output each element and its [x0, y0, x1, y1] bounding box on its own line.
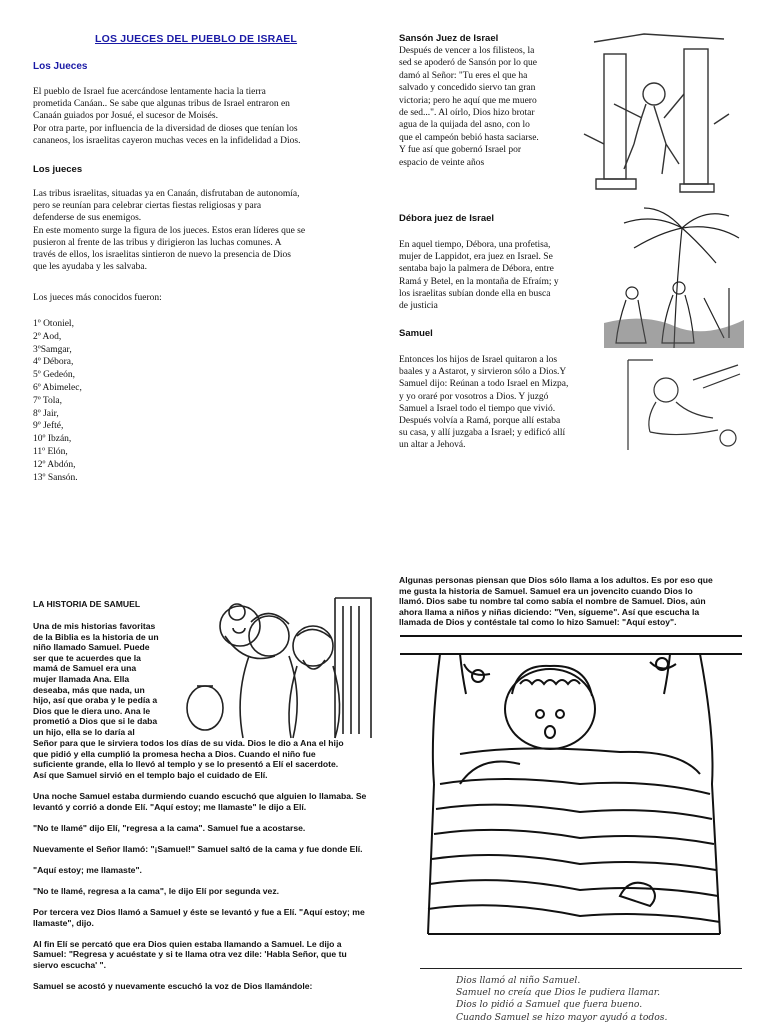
samson-illustration [584, 34, 734, 196]
story-paragraph: Por tercera vez Dios llamó a Samuel y éste se levantó y fue a Elí. "Aquí estoy; me llamaste", dijo. [33, 907, 365, 928]
list-item: 10º Ibzán, [33, 434, 72, 445]
samson-paragraph: Después de vencer a los filisteos, la sed se apoderó de Sansón por lo que damó al Señor: "Tu eres el que ha salvado y concedido siervo tan gran victoria; pero he aquí que me muero de sed...". Al oírlo, Dios hizo brotar agua de la quijada del asno, con lo que el campeón bebió hasta saciarse. Y fue así que gobernó Israel por espacio de veinte años [399, 46, 539, 168]
closing-paragraph: Algunas personas piensan que Dios sólo llama a los adultos. Es por eso que me gusta la historia de Samuel. Samuel era un jovencito cuando Dios lo llamó. Dios sabe tu nombre tal como sabía el nombre de Samuel. Dios, aún ahora llama a niños y niñas diciendo: "Ven, sígueme". Así que escucha la llamada de Dios y contéstale tal como lo hizo Samuel: "Aquí estoy". [399, 575, 713, 628]
ana-eli-illustration [185, 586, 375, 744]
story-paragraph: Una noche Samuel estaba durmiendo cuando escuchó que alguien lo llamaba. Se levantó y corrió a donde Elí. "Aquí estoy; me llamaste" le dijo a Elí. [33, 791, 367, 812]
story-heading: LA HISTORIA DE SAMUEL [33, 599, 141, 609]
list-item: 2º Aod, [33, 331, 62, 342]
list-item: 7º Tola, [33, 395, 63, 406]
judges-list [33, 318, 82, 484]
list-item: 9º Jefté, [33, 421, 64, 432]
story-paragraph: Nuevamente el Señor llamó: "¡Samuel!" Samuel saltó de la cama y fue donde Elí. [33, 843, 363, 854]
page-title: LOS JUECES DEL PUEBLO DE ISRAEL [95, 33, 298, 45]
list-item: 1º Otoniel, [33, 319, 74, 329]
debora-illustration [604, 208, 744, 348]
handwriting-box [420, 968, 742, 1029]
samuel-boy-illustration [628, 360, 746, 450]
samuel-paragraph: Entonces los hijos de Israel quitaron a los baales y a Astarot, y sirvieron sólo a Dios.Y Samuel dijo: Reúnan a todo Israel en Mizpa, y yo oraré por vosotros a Dios. Y juzgó Samuel a Israel todo el tiempo que vivió. Después volvía a Ramá, porque allí estaba su casa, y allí juzgaba a Israel; y edificó allí un altar a Jehová. [399, 355, 569, 451]
samuel-bed-illustration [400, 634, 742, 954]
story-body [33, 791, 373, 1002]
story-paragraph: "No te llamé" dijo Elí, "regresa a la cama". Samuel fue a acostarse. [33, 822, 306, 833]
intro-paragraph: El pueblo de Israel fue acercándose lentamente hacia la tierra prometida Canáan.. Se sabe que algunas tribus de Israel entraron en Canaán guiados por Josué, el sucesor de Moisés. Por otra parte, por influencia de la diversidad de dioses que tenían los cananeos, los israelitas cayeron muchas veces en la infidelidad a Dios. [33, 87, 301, 146]
list-item: 6º Abimelec, [33, 382, 82, 393]
list-item: 11º Elón, [33, 446, 68, 457]
judges-list-intro: Los jueces más conocidos fueron: [33, 293, 162, 303]
list-item: 13º Sansón. [33, 472, 78, 483]
debora-paragraph: En aquel tiempo, Débora, una profetisa, mujer de Lappidot, era juez en Israel. Se sentaba bajo la palmera de Débora, entre Ramá y Betel, en la montaña de Efraím; y los israelitas subían donde ella en busca de justicia [399, 240, 559, 312]
section-heading-los-jueces: Los Jueces [33, 61, 88, 72]
story-paragraph: Al fin Elí se percató que era Dios quien estaba llamando a Samuel. Le dijo a Samuel: "Regresa y acuéstate y si te llama otra vez dile: 'Habla Señor, que tu siervo escucha' ". [33, 938, 347, 970]
samson-heading: Sansón Juez de Israel [399, 33, 499, 44]
story-paragraph: Samuel se acostó y nuevamente escuchó la voz de Dios llamándole: [33, 981, 313, 992]
list-item: 12º Abdón, [33, 459, 76, 470]
debora-heading: Débora juez de Israel [399, 213, 495, 224]
list-item: 5º Gedeón, [33, 370, 75, 381]
section-heading-los-jueces-2: Los jueces [33, 164, 83, 175]
list-item: 4º Débora, [33, 357, 74, 368]
list-item: 8º Jair, [33, 408, 59, 419]
story-intro-narrow: Una de mis historias favoritas de la Biblia es la historia de un niño llamado Samuel. Puede ser que te acuerdes que la mamá de Samuel era una mujer llamada Ana. Ella deseaba, más que nada, un hijo, así que oraba y le pedía a Dios que le diera uno. Ana le prometió a Dios que si le daba un hijo, ella se lo daría al [33, 621, 159, 737]
list-item: 3ºSamgar, [33, 344, 72, 355]
story-paragraph: "No te llamé, regresa a la cama", le dijo Elí por segunda vez. [33, 885, 280, 896]
story-paragraph: "Aquí estoy; me llamaste". [33, 864, 142, 875]
handwriting-text: Dios llamó al niño Samuel. Samuel no creía que Dios le pudiera llamar. Dios lo pidió a Samuel que fuera bueno. Cuando Samuel se hizo mayor ayudó a todos. [456, 975, 668, 1023]
samuel-heading: Samuel [399, 328, 433, 339]
story-intro-wide: Señor para que le sirviera todos los días de su vida. Dios le dio a Ana el hijo que pidió y ella cumplió la promesa hecha a Dios. Cuando el niño fue suficiente grande, ella lo llevó al templo y se lo presentó a Elí el sacerdote. Así que Samuel sirvió en el templo bajo el cuidado de Elí. [33, 738, 344, 780]
judges-paragraph: Las tribus israelitas, situadas ya en Canaán, disfrutaban de autonomía, pero se reunían para celebrar ciertas fiestas religiosas y para defenderse de sus enemigos. En este momento surge la figura de los jueces. Estos eran líderes que se pusieron al frente de las tribus y dirigieron las luchas comunes. A través de ellos, los israelitas sintieron de nuevo la presencia de Dios que les ayudaba y les salvaba. [33, 189, 306, 273]
